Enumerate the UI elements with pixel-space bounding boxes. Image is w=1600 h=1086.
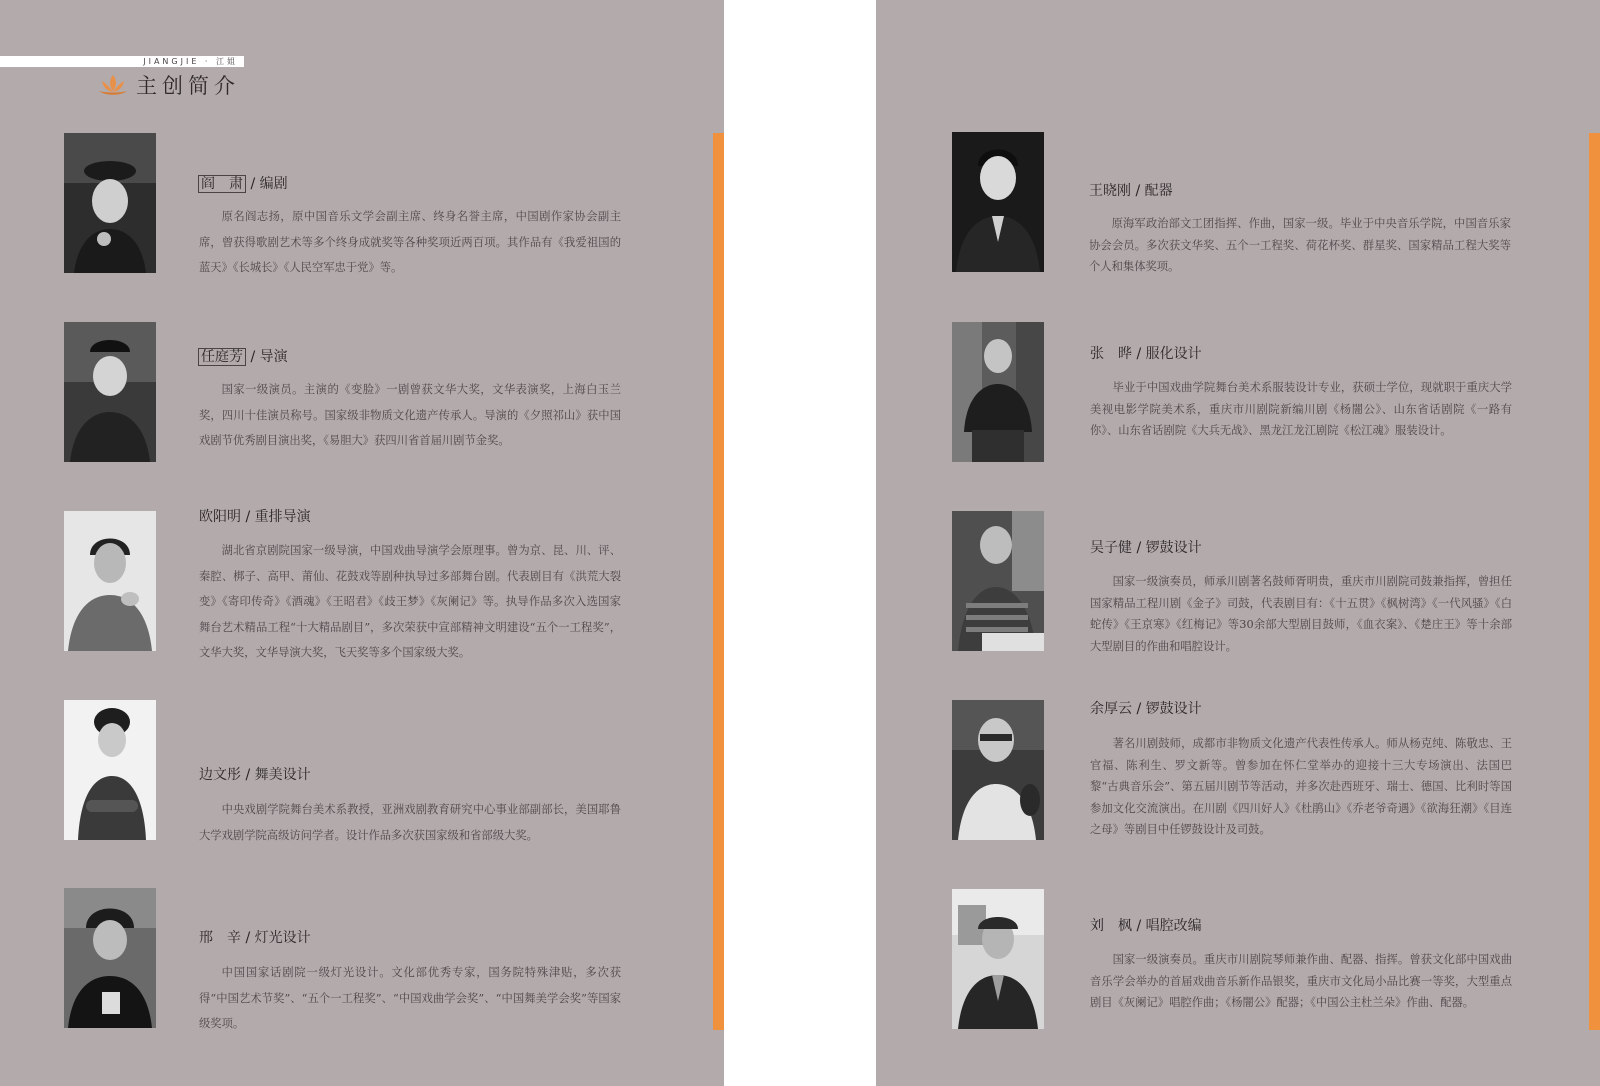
bio-text: 国家一级演奏员。重庆市川剧院琴师兼作曲、配器、指挥。曾获文化部中国戏曲音乐学会举办的首届戏曲音乐新作品银奖，重庆市文化局小品比赛一等奖，大型重点剧目《灰阑记》唱腔作曲；《杨闇公》配器；《中国公主杜兰朵》作曲、配器。 — [1090, 953, 1512, 1009]
person-name: 王晓刚 — [1089, 183, 1131, 199]
bio-text: 原名阎志扬，原中国音乐文学会副主席、终身名誉主席，中国剧作家协会副主席，曾获得歌剧艺术等多个终身成就奖等各种奖项近两百项。其作品有《我爱祖国的蓝天》《长城长》《人民空军忠于党》等。 — [199, 210, 621, 274]
portrait-photo — [64, 133, 156, 273]
accent-bar — [713, 133, 724, 1030]
portrait-photo — [64, 700, 156, 840]
bio-text: 原海军政治部文工团指挥、作曲，国家一级。毕业于中央音乐学院，中国音乐家协会会员。多次获文华奖、五个一工程奖、荷花杯奖、群星奖、国家精品工程大奖等个人和集体奖项。 — [1089, 217, 1511, 273]
person-name: 欧阳明 — [199, 509, 241, 525]
person-role: / 舞美设计 — [241, 767, 311, 783]
person-role: / 锣鼓设计 — [1132, 701, 1202, 717]
name-line — [1090, 915, 1202, 935]
bio-text: 湖北省京剧院国家一级导演，中国戏曲导演学会原理事。曾为京、昆、川、评、秦腔、梆子、高甲、莆仙、花鼓戏等剧种执导过多部舞台剧。代表剧目有《洪荒大裂变》《寄印传奇》《酒魂》《王昭君》《歧王梦》《灰阑记》等。执导作品多次入选国家舞台艺术精品工程“十大精品剧目”，多次荣获中宣部精神文明建设“五个一工程奖”，文华大奖，文华导演大奖，飞天奖等多个国家级大奖。 — [199, 544, 621, 659]
name-line — [199, 927, 311, 947]
bio-text: 毕业于中国戏曲学院舞台美术系服装设计专业，获硕士学位，现就职于重庆大学美视电影学院美术系，重庆市川剧院新编川剧《杨闇公》、山东省话剧院《一路有你》、山东省话剧院《大兵无战》、黑龙江龙江剧院《松江魂》服装设计。 — [1090, 381, 1512, 437]
person-name: 吴子健 — [1090, 540, 1132, 556]
name-line — [198, 173, 288, 193]
person-role: / 灯光设计 — [241, 930, 311, 946]
bio-text: 著名川剧鼓师，成都市非物质文化遗产代表性传承人。师从杨克纯、陈敬忠、王官福、陈利生、罗文新等。曾参加在怀仁堂举办的迎接十三大专场演出、法国巴黎“古典音乐会”、第五届川剧节等活动，并多次赴西班牙、瑞士、德国、比利时等国参加文化交流演出。在川剧《四川好人》《杜鹃山》《乔老爷奇遇》《欲海狂潮》《目连之母》等剧目中任锣鼓设计及司鼓。 — [1090, 737, 1512, 836]
left-page — [0, 0, 724, 1086]
name-line — [1089, 180, 1173, 200]
person-role: / 服化设计 — [1132, 346, 1202, 362]
portrait-photo — [952, 132, 1044, 272]
bio-text: 中国国家话剧院一级灯光设计。文化部优秀专家，国务院特殊津贴，多次获得“中国艺术节奖”、“五个一工程奖”、“中国戏曲学会奖”、“中国舞美学会奖”等国家级奖项。 — [199, 966, 621, 1030]
brand-strip — [0, 56, 244, 67]
section-title — [98, 70, 240, 100]
person-name: 邢 辛 — [199, 930, 241, 946]
bio-text: 国家一级演奏员，师承川剧著名鼓师胥明贵，重庆市川剧院司鼓兼指挥，曾担任国家精品工程川剧《金子》司鼓，代表剧目有：《十五贯》《枫树湾》《一代风骚》《白蛇传》《王京寒》《红梅记》等30余部大型剧目鼓师，《血衣案》、《楚庄王》等十余部大型剧目的作曲和唱腔设计。 — [1090, 575, 1512, 653]
portrait-photo — [64, 888, 156, 1028]
name-line — [198, 346, 288, 366]
person-name: 阎 肃 — [198, 175, 246, 193]
lotus-icon — [98, 73, 128, 97]
name-line — [199, 506, 311, 526]
person-role: / 编剧 — [246, 176, 288, 192]
person-role: / 唱腔改编 — [1132, 918, 1202, 934]
person-role: / 重排导演 — [241, 509, 311, 525]
portrait-photo — [952, 700, 1044, 840]
portrait-photo — [952, 511, 1044, 651]
name-line — [1090, 537, 1202, 557]
portrait-photo — [64, 322, 156, 462]
person-role: / 导演 — [246, 349, 288, 365]
person-name: 张 晔 — [1090, 346, 1132, 362]
name-line — [199, 764, 311, 784]
brand-text: JIANGJIE · 江姐 — [143, 57, 238, 66]
portrait-photo — [952, 322, 1044, 462]
name-line — [1090, 343, 1202, 363]
page-title: 主创简介 — [136, 74, 240, 98]
person-name: 刘 枫 — [1090, 918, 1132, 934]
person-role: / 配器 — [1131, 183, 1173, 199]
person-name: 任庭芳 — [198, 348, 246, 366]
person-name: 边文彤 — [199, 767, 241, 783]
portrait-photo — [952, 889, 1044, 1029]
person-name: 余厚云 — [1090, 701, 1132, 717]
portrait-photo — [64, 511, 156, 651]
bio-text: 中央戏剧学院舞台美术系教授，亚洲戏剧教育研究中心事业部副部长，美国耶鲁大学戏剧学院高级访问学者。设计作品多次获国家级和省部级大奖。 — [199, 803, 621, 842]
accent-bar — [1589, 133, 1600, 1030]
right-page — [876, 0, 1600, 1086]
name-line — [1090, 698, 1202, 718]
bio-text: 国家一级演员。主演的《变脸》一剧曾获文华大奖，文华表演奖，上海白玉兰奖，四川十佳演员称号。国家级非物质文化遗产传承人。导演的《夕照祁山》获中国戏剧节优秀剧目演出奖，《易胆大》获四川省首届川剧节金奖。 — [199, 383, 621, 447]
person-role: / 锣鼓设计 — [1132, 540, 1202, 556]
